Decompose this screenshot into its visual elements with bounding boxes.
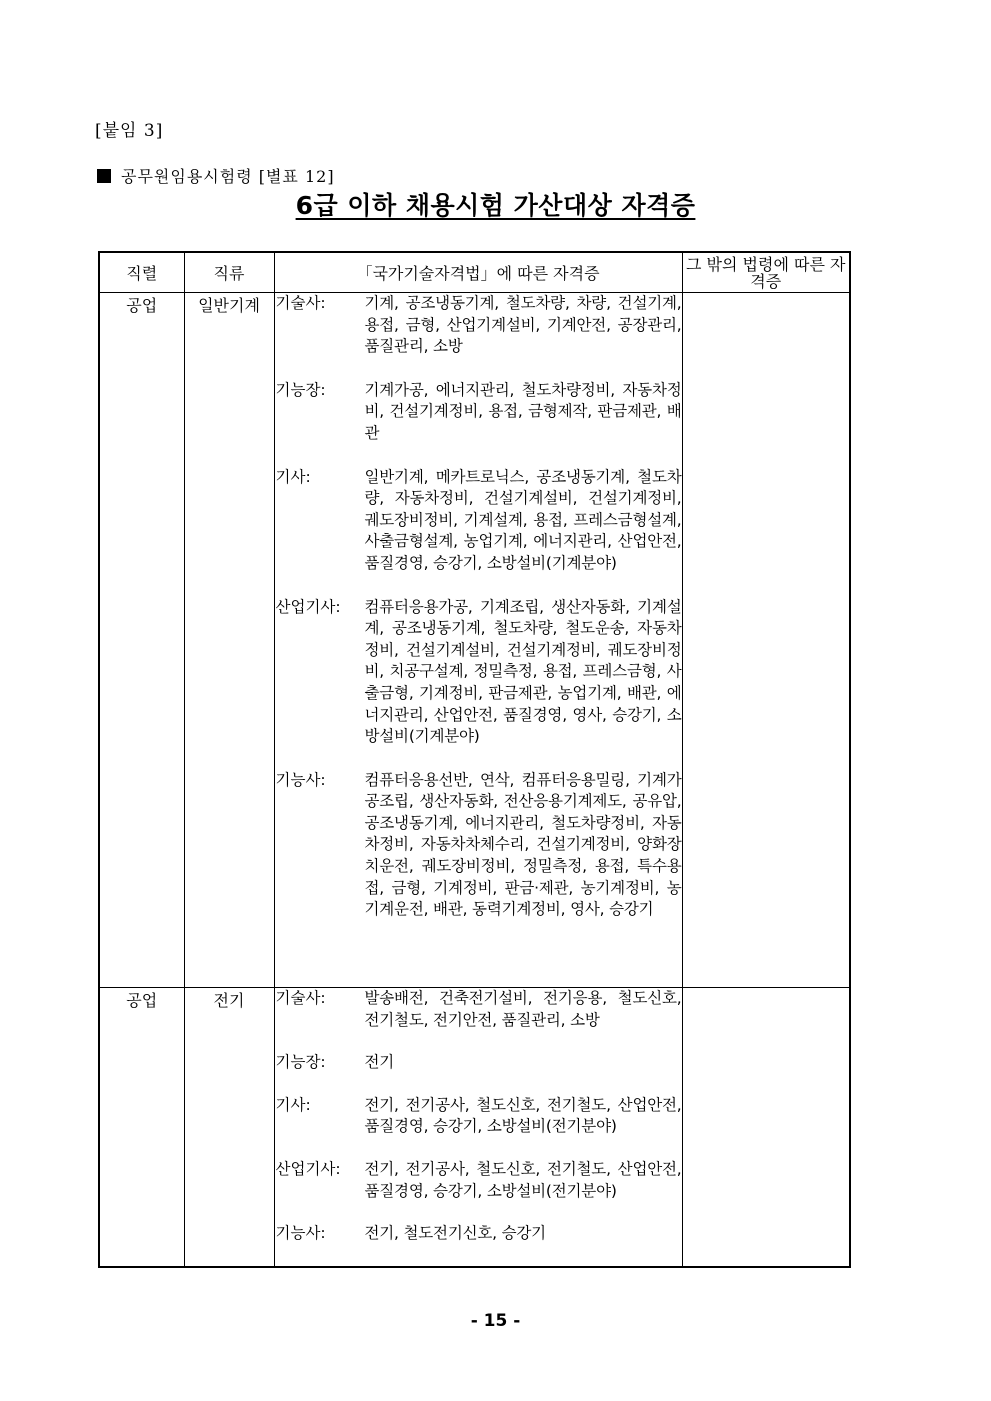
row-job: 공업 bbox=[99, 988, 184, 1267]
certificate-entry bbox=[275, 1159, 682, 1202]
certificate-entry bbox=[275, 1223, 682, 1245]
certificate-entry bbox=[275, 293, 682, 358]
certificate-items: 일반기계, 메카트로닉스, 공조냉동기계, 철도차량, 자동차정비, 건설기계설비, 건설기계정비, 궤도장비정비, 기계설계, 용접, 프레스금형설계, 사출금형설계, 농업기계, 에너지관리, 산업안전, 품질경영, 승강기, 소방설비(기계분야) bbox=[364, 467, 682, 572]
certificate-level: 기능사: bbox=[275, 1224, 326, 1243]
table-row bbox=[99, 293, 850, 988]
certificate-table bbox=[98, 251, 851, 1268]
source-reference-text: 공무원임용시험령 [별표 12] bbox=[121, 167, 335, 186]
certificate-items: 발송배전, 건축전기설비, 전기응용, 철도신호, 전기철도, 전기안전, 품질관리, 소방 bbox=[364, 989, 682, 1029]
certificate-items: 기계가공, 에너지관리, 철도차량정비, 자동차정비, 건설기계정비, 용접, 금형제작, 판금제관, 배관 bbox=[364, 380, 682, 442]
row-kind: 일반기계 bbox=[184, 293, 274, 988]
certificate-level: 기술사: bbox=[275, 294, 326, 312]
certificate-level: 기사: bbox=[275, 1095, 311, 1114]
row-kind: 전기 bbox=[184, 988, 274, 1267]
certificate-items: 전기, 전기공사, 철도신호, 전기철도, 산업안전, 품질경영, 승강기, 소방설비(전기분야) bbox=[364, 1095, 682, 1136]
table-row bbox=[99, 988, 850, 1267]
certificate-level: 기능장: bbox=[275, 1053, 326, 1072]
certificate-items: 컴퓨터응용가공, 기계조립, 생산자동화, 기계설계, 공조냉동기계, 철도차량, 철도운송, 자동차정비, 건설기계설비, 건설기계정비, 궤도장비정비, 치공구설계, 정밀측정, 용접, 프레스금형, 사출금형, 기계정비, 판금제관, 농업기계, 배관, 에너지관리, 산업안전, 품질경영, 영사, 승강기, 소방설비(기계분야) bbox=[364, 597, 682, 746]
certificate-items: 컴퓨터응용선반, 연삭, 컴퓨터응용밀링, 기계가공조립, 생산자동화, 전산응용기계제도, 공유압, 공조냉동기계, 에너지관리, 철도차량정비, 자동차정비, 자동차차체수리, 건설기계정비, 양화장치운전, 궤도장비정비, 정밀측정, 용접, 특수용접, 금형, 기계정비, 판금·제관, 농기계정비, 농기계운전, 배관, 동력기계정비, 영사, 승강기 bbox=[364, 770, 682, 919]
certificate-entry bbox=[275, 1052, 682, 1074]
certificate-entry bbox=[275, 1095, 682, 1138]
page-title-text: 6급 이하 채용시험 가산대상 자격증 bbox=[295, 191, 696, 220]
certificate-entry bbox=[275, 770, 682, 921]
row-other-certificates bbox=[682, 293, 850, 988]
table-header-row bbox=[99, 252, 850, 293]
certificate-level: 산업기사: bbox=[275, 1159, 341, 1178]
source-reference bbox=[97, 164, 335, 187]
page-title bbox=[0, 186, 991, 222]
attachment-label: [붙임 3] bbox=[95, 121, 164, 141]
certificate-entry bbox=[275, 467, 682, 575]
certificate-entry bbox=[275, 988, 682, 1031]
certificate-level: 기능사: bbox=[275, 770, 326, 789]
certificate-entry bbox=[275, 597, 682, 748]
certificate-items: 전기 bbox=[364, 1053, 395, 1072]
certificate-items: 기계, 공조냉동기계, 철도차량, 차량, 건설기계, 용접, 금형, 산업기계설비, 기계안전, 공장관리, 품질관리, 소방 bbox=[364, 294, 682, 356]
certificate-items: 전기, 전기공사, 철도신호, 전기철도, 산업안전, 품질경영, 승강기, 소방설비(전기분야) bbox=[364, 1159, 682, 1200]
header-national-certificates: 「국가기술자격법」에 따른 자격증 bbox=[274, 252, 682, 293]
row-certificates bbox=[274, 293, 682, 988]
page-number: - 15 - bbox=[470, 1311, 521, 1331]
row-other-certificates bbox=[682, 988, 850, 1267]
certificate-level: 기술사: bbox=[275, 989, 326, 1007]
header-job: 직렬 bbox=[99, 252, 184, 293]
header-other-certificates: 그 밖의 법령에 따른 자격증 bbox=[682, 252, 850, 293]
header-kind: 직류 bbox=[184, 252, 274, 293]
certificate-entry bbox=[275, 380, 682, 445]
row-certificates bbox=[274, 988, 682, 1267]
certificate-level: 기사: bbox=[275, 467, 311, 486]
black-square-icon bbox=[97, 169, 111, 183]
certificate-level: 기능장: bbox=[275, 380, 326, 399]
row-job: 공업 bbox=[99, 293, 184, 988]
certificate-items: 전기, 철도전기신호, 승강기 bbox=[364, 1224, 546, 1243]
certificate-level: 산업기사: bbox=[275, 597, 341, 616]
